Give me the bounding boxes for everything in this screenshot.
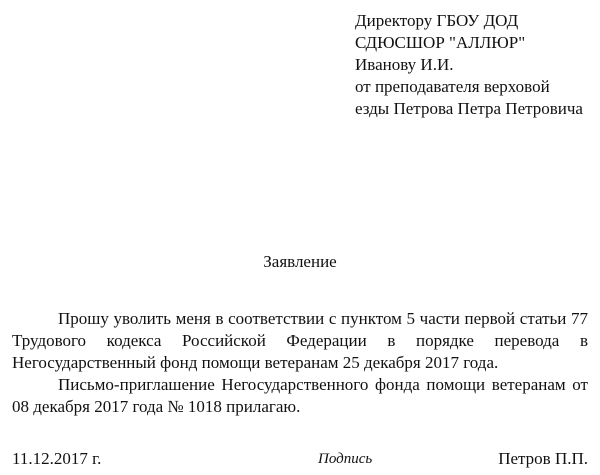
signature-footer bbox=[12, 448, 588, 470]
addressee-block bbox=[355, 10, 595, 120]
body-paragraph-attachment: Письмо-приглашение Негосударственного фонда помощи ветеранам от 08 декабря 2017 года № 1018 прилагаю. bbox=[12, 375, 588, 416]
addressee-line-sender-name: езды Петрова Петра Петровича bbox=[355, 99, 583, 118]
addressee-line-position: Директору ГБОУ ДОД bbox=[355, 11, 519, 30]
addressee-line-director-name: Иванову И.И. bbox=[355, 55, 454, 74]
body-paragraph-request: Прошу уволить меня в соответствии с пунктом 5 части первой статьи 77 Трудового кодекса Российской Федерации в порядке перевода в Негосударственный фонд помощи ветеранам 25 декабря 2017 года. bbox=[12, 309, 588, 372]
document-title: Заявление bbox=[263, 252, 337, 271]
document-body bbox=[12, 308, 588, 418]
addressee-line-sender-role: от преподавателя верховой bbox=[355, 77, 550, 96]
signature-label: Подпись bbox=[318, 451, 373, 467]
footer-date: 11.12.2017 г. bbox=[12, 449, 102, 468]
signer-name: Петров П.П. bbox=[498, 449, 588, 468]
addressee-line-organization: СДЮСШОР "АЛЛЮР" bbox=[355, 33, 526, 52]
